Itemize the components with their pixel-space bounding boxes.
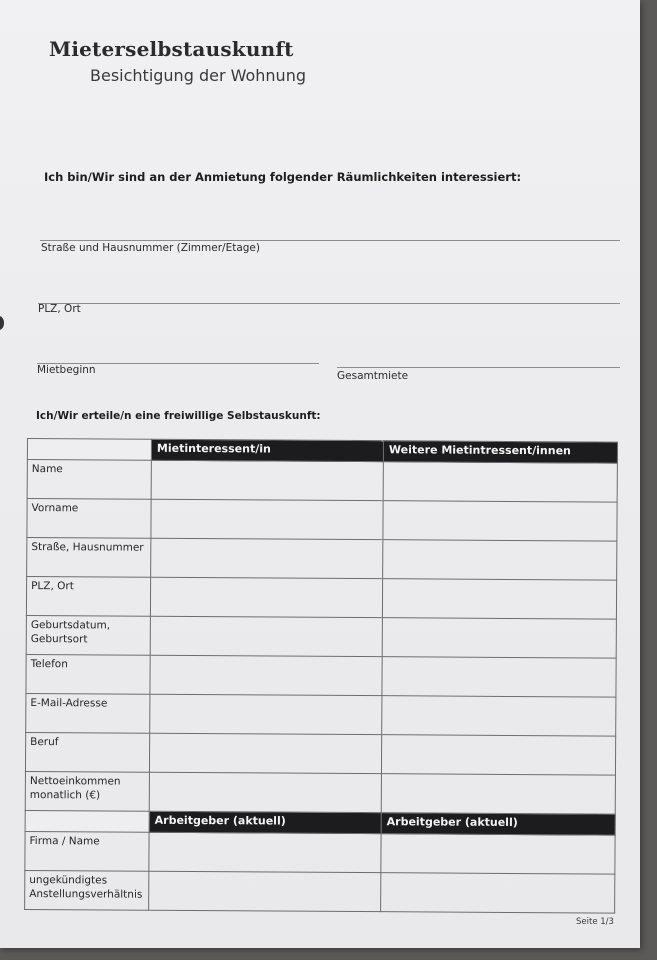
table-row (25, 870, 615, 913)
input-cell-applicant[interactable] (151, 538, 383, 578)
table-row (25, 771, 615, 814)
city-input-line[interactable] (38, 303, 620, 304)
row-label: Firma / Name (25, 831, 149, 871)
row-label: Beruf (25, 732, 149, 772)
col-header-applicant: Mietinteressent/in (151, 439, 383, 461)
col-header-employer-2: Arbeitgeber (aktuell) (381, 813, 615, 835)
input-cell-co-applicant[interactable] (383, 462, 617, 502)
row-label: Straße, Hausnummer (27, 538, 151, 578)
col-header-co-applicants: Weitere Mietintressent/innen (383, 441, 617, 463)
start-date-field-label: Mietbeginn (37, 364, 96, 376)
input-cell-applicant[interactable] (151, 460, 383, 500)
input-cell-applicant[interactable] (149, 772, 381, 812)
table-row (26, 654, 616, 697)
input-cell-co-applicant[interactable] (381, 834, 615, 874)
header-corner (27, 439, 151, 461)
intro-statement: Ich bin/Wir sind an der Anmietung folgender Räumlichkeiten interessiert: (44, 170, 522, 184)
document-subtitle: Besichtigung der Wohnung (90, 66, 306, 85)
total-rent-input-line[interactable] (337, 367, 620, 368)
street-input-line[interactable] (40, 240, 620, 241)
applicant-table (24, 438, 618, 914)
input-cell-co-applicant[interactable] (381, 774, 615, 814)
total-rent-field-label: Gesamtmiete (337, 370, 409, 382)
table-row (25, 732, 615, 775)
document-title: Mieterselbstauskunft (49, 37, 294, 61)
self-disclosure-heading: Ich/Wir erteile/n eine freiwillige Selbstauskunft: (36, 410, 321, 422)
input-cell-applicant[interactable] (149, 871, 381, 911)
row-label: Name (27, 460, 151, 500)
input-cell-co-applicant[interactable] (383, 540, 617, 580)
input-cell-co-applicant[interactable] (382, 657, 616, 697)
row-label: ungekündigtes Anstellungsverhältnis (25, 870, 149, 910)
employer-header-corner (25, 810, 149, 832)
page-number: Seite 1/3 (576, 917, 614, 927)
input-cell-co-applicant[interactable] (382, 618, 616, 658)
input-cell-co-applicant[interactable] (382, 696, 616, 736)
table-row (26, 577, 616, 620)
row-label: E-Mail-Adresse (26, 693, 150, 733)
input-cell-co-applicant[interactable] (381, 873, 615, 913)
input-cell-applicant[interactable] (150, 655, 382, 695)
col-header-employer-1: Arbeitgeber (aktuell) (149, 811, 381, 833)
table-row (27, 460, 617, 503)
input-cell-applicant[interactable] (150, 694, 382, 734)
row-label: PLZ, Ort (26, 577, 150, 617)
table-row (27, 499, 617, 542)
row-label: Telefon (26, 654, 150, 694)
table-row (26, 693, 616, 736)
input-cell-applicant[interactable] (150, 616, 382, 656)
street-field-label: Straße und Hausnummer (Zimmer/Etage) (41, 242, 260, 254)
input-cell-co-applicant[interactable] (382, 579, 616, 619)
input-cell-applicant[interactable] (150, 577, 382, 617)
input-cell-co-applicant[interactable] (381, 735, 615, 775)
input-cell-co-applicant[interactable] (383, 501, 617, 541)
table-row (27, 538, 617, 581)
row-label: Nettoeinkommen monatlich (€) (25, 771, 149, 811)
table-row (25, 831, 615, 874)
table-row (26, 615, 616, 658)
row-label: Vorname (27, 499, 151, 539)
input-cell-applicant[interactable] (151, 499, 383, 539)
binder-hole (0, 316, 4, 330)
input-cell-applicant[interactable] (149, 832, 381, 872)
row-label: Geburtsdatum, Geburtsort (26, 615, 150, 655)
city-field-label: PLZ, Ort (38, 303, 81, 315)
input-cell-applicant[interactable] (149, 733, 381, 773)
